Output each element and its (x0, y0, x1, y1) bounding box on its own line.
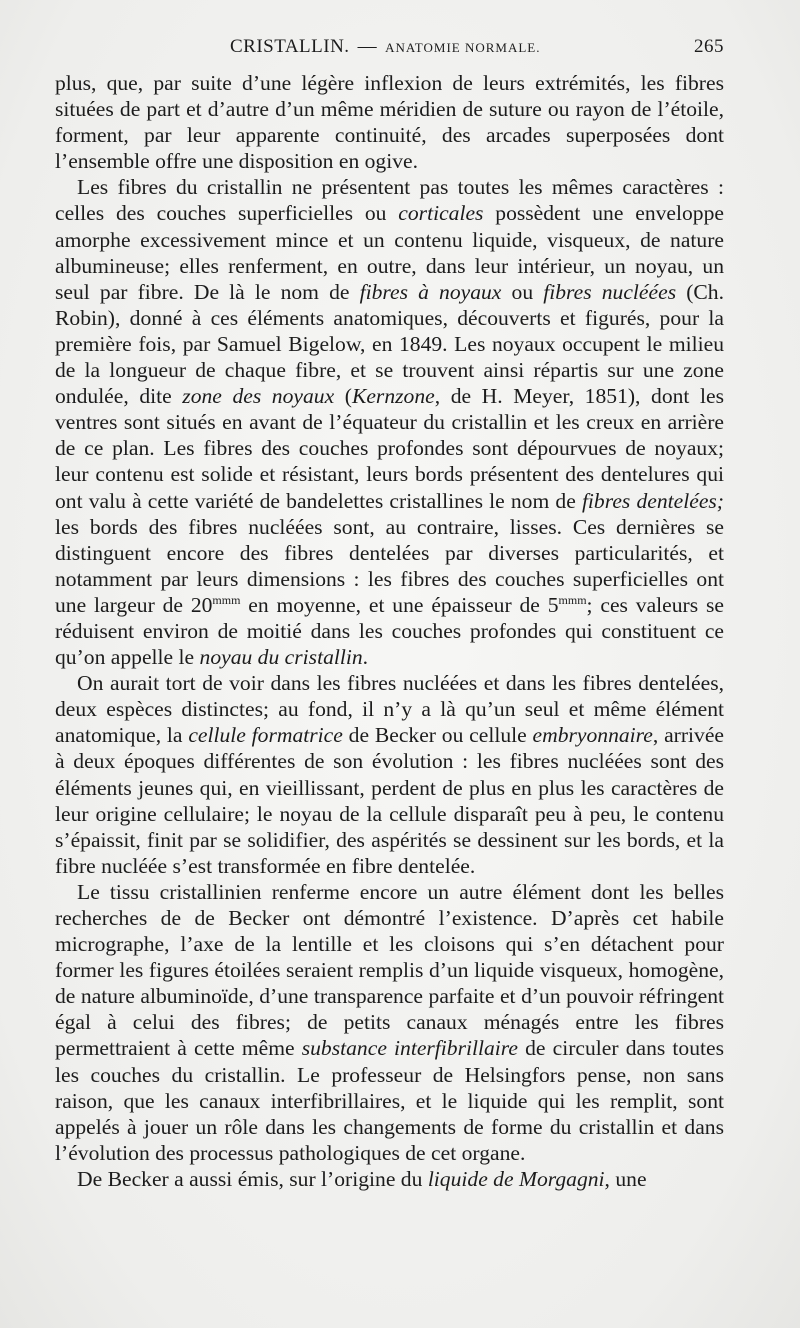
page-header (55, 36, 724, 70)
unit-superscript: mmm (558, 592, 587, 607)
body-text (55, 70, 724, 1192)
page-number: 265 (694, 36, 724, 57)
text-run: ( (334, 384, 352, 409)
italic-term: embryonnaire (532, 723, 653, 748)
italic-term: liquide de Morgagni (427, 1166, 605, 1191)
text-run: De Becker a aussi émis, sur l’origine du (77, 1166, 428, 1191)
text-run: Le tissu cristallinien renferme encore un autre élément dont les belles recherches de de Becker ont démontré l’existence. D’après cet habile micrographe, l’axe de la lentille et les cloisons qui s’en détachent pour former les figures étoilées seraient remplis d’un liquide visqueux, homogène, de nature albuminoïde, d’une transparence parfaite et d’un pouvoir réfringent égal à celui des fibres; de petits canaux ménagés entre les fibres permettraient à cette même (55, 879, 724, 1061)
text-run: , de H. Meyer, 1851), dont les ventres sont situés en avant de l’équateur du cristallin et les creux en arrière de ce plan. Les fibres des couches profondes sont dépourvues de noyaux; leur contenu est solide et résistant, leurs bords présentent des dentelures qui ont valu à cette variété de bandelettes cristallines le nom de (55, 384, 724, 513)
paragraph-formative-cell (55, 670, 724, 879)
text-run: les bords des fibres nucléées sont, au contraire, lisses. Ces dernières se distinguent encore des fibres dentelées par diverses particularités, et notamment par leurs dimensions : les fibres des couches superficielles ont une largeur de 20 (55, 514, 724, 617)
italic-term: fibres à noyaux (359, 279, 502, 304)
italic-term: substance interfibrillaire (301, 1036, 518, 1061)
italic-term: Kernzone (351, 384, 435, 409)
text-run: ; ces valeurs se réduisent environ de moitié dans les couches profondes qui constituent ce qu’on appelle le (55, 592, 724, 670)
running-head-title: CRISTALLIN. (230, 36, 350, 57)
paragraph-continuation (55, 70, 724, 174)
text-run: (Ch. Robin), donné à ces éléments anatomiques, découverts et figurés, pour la première fois, par Samuel Bigelow, en 1849. Les noyaux occupent le milieu de la longueur de chaque fibre, et se trouvent ainsi répartis sur une zone ondulée, dite (55, 279, 725, 409)
text-run: Les fibres du cristallin ne présentent pas toutes les mêmes caractères : celles des couches superficielles ou (55, 175, 724, 226)
italic-term: zone des noyaux (182, 384, 335, 409)
running-head (230, 36, 541, 58)
paragraph-lens-fibres (55, 174, 724, 670)
text-run: , une (604, 1166, 647, 1191)
text-run: ou (501, 279, 544, 304)
text-run: en moyenne, et une épaisseur de 5 (240, 592, 559, 617)
text-run: plus, que, par suite d’une légère inflexion de leurs extrémités, les fibres situées de part et d’autre d’un même méridien de suture ou rayon de l’étoile, forment, par leur apparente continuité, des arcades superposées dont l’ensemble offre une disposition en ogive. (55, 71, 724, 174)
text-run: . (362, 645, 369, 670)
italic-term: fibres nucléées (543, 279, 677, 304)
paragraph-interfibrillar-substance (55, 879, 724, 1166)
running-head-subtitle: ANATOMIE NORMALE. (385, 40, 541, 55)
text-run: , arrivée à deux époques différentes de son évolution : les fibres nucléées sont des éléments jeunes qui, en vieillissant, perdent de plus en plus les caractères de leur origine cellulaire; le noyau de la cellule disparaît peu à peu, le contenu s’épaissit, finit par se solidifier, des aspérités se dessinent sur les bords, et la fibre nucléée s’est transformée en fibre dentelée. (55, 723, 725, 878)
italic-term: cellule formatrice (188, 723, 343, 748)
paragraph-morgagni (55, 1166, 724, 1192)
unit-superscript: mmm (212, 592, 241, 607)
text-run: de circuler dans toutes les couches du cristallin. Le professeur de Helsingfors pense, non sans raison, que les canaux interfibrillaires, et le liquide qui les remplit, sont appelés à jouer un rôle dans les changements de forme du cristallin et dans l’évolution des processus pathologiques de cet organe. (55, 1036, 724, 1165)
text-run: de Becker ou cellule (342, 723, 533, 748)
running-head-dash: — (357, 36, 378, 57)
italic-term: corticales (398, 201, 484, 226)
text-run: On aurait tort de voir dans les fibres nucléées et dans les fibres dentelées, deux espèces distinctes; au fond, il n’y a là qu’un seul et même élément anatomique, la (55, 671, 724, 748)
italic-term: fibres dentelées; (581, 488, 724, 513)
italic-term: noyau du cristallin (199, 645, 363, 670)
text-run: possèdent une enveloppe amorphe excessivement mince et un contenu liquide, visqueux, de nature albumineuse; elles renferment, en outre, dans leur intérieur, un noyau, un seul par fibre. De là le nom de (55, 201, 724, 304)
